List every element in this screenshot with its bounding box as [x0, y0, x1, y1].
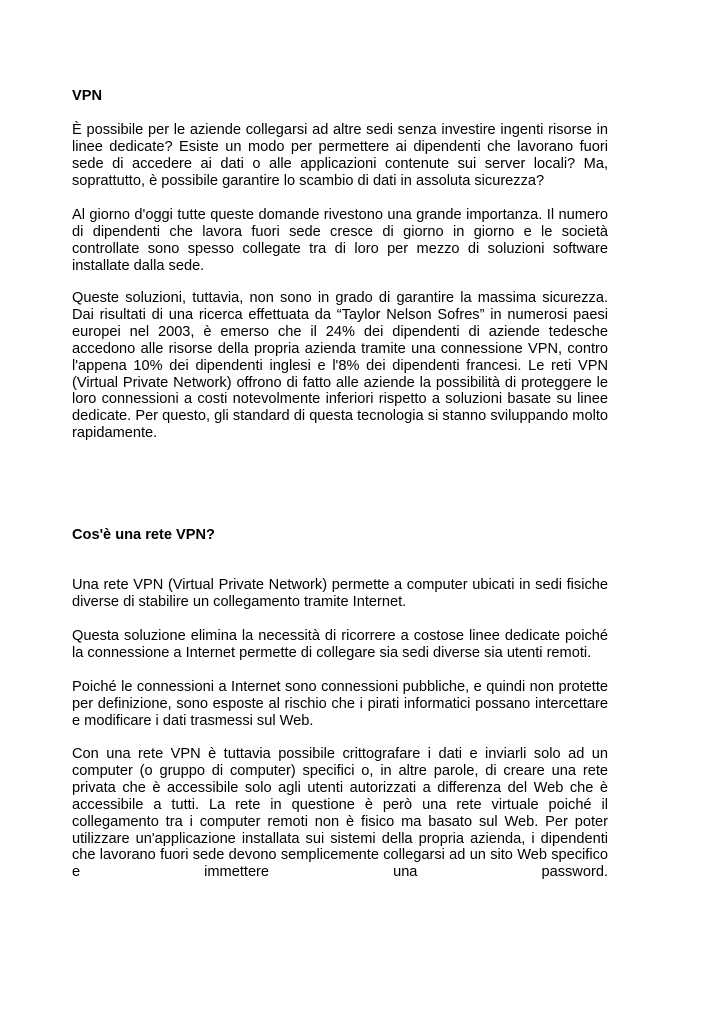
paragraph: Con una rete VPN è tuttavia possibile crittografare i dati e inviarli solo ad un computer (o gruppo di computer) specifici o, in altre parole, di creare una rete privata che è accessibile solo agli utenti autorizzati a differenza del Web che è accessibile a tutti. La rete in questione è però una rete virtuale poiché il collegamento tra i computer remoti non è fisico ma basato sul Web. Per poter utilizzare un'applicazione installata sui sistemi della propria azienda, i dipendenti che lavorano fuori sede devono semplicemente collegarsi ad un sito Web specifico e immettere una password.	[72, 746, 608, 881]
paragraph: È possibile per le aziende collegarsi ad altre sedi senza investire ingenti risorse in linee dedicate? Esiste un modo per permettere ai dipendenti che lavorano fuori sede di accedere ai dati o alle applicazioni contenute sui server locali? Ma, soprattutto, è possibile garantire lo scambio di dati in assoluta sicurezza?	[72, 122, 608, 189]
paragraph: Al giorno d'oggi tutte queste domande rivestono una grande importanza. Il numero di dipendenti che lavora fuori sede cresce di giorno in giorno e le società controllate sono spesso collegate tra di loro per mezzo di soluzioni software installate dalla sede.	[72, 207, 608, 274]
paragraph: Poiché le connessioni a Internet sono connessioni pubbliche, e quindi non protette per definizione, sono esposte al rischio che i pirati informatici possano intercettare e modificare i dati trasmessi sul Web.	[72, 679, 608, 729]
section-heading-vpn: VPN	[72, 88, 103, 104]
paragraph: Queste soluzioni, tuttavia, non sono in grado di garantire la massima sicurezza. Dai risultati di una ricerca effettuata da “Taylor Nelson Sofres” in numerosi paesi europei nel 2003, è emerso che il 24% dei dipendenti di aziende tedesche accedono alle risorse della propria azienda tramite una connessione VPN, contro l'appena 10% dei dipendenti inglesi e l'8% dei dipendenti francesi. Le reti VPN (Virtual Private Network) offrono di fatto alle aziende la possibilità di proteggere le loro connessioni a costi notevolmente inferiori rispetto a soluzioni basate su linee dedicate. Per questo, gli standard di questa tecnologia si stanno sviluppando molto rapidamente.	[72, 290, 608, 442]
paragraph: Una rete VPN (Virtual Private Network) permette a computer ubicati in sedi fisiche diverse di stabilire un collegamento tramite Internet.	[72, 577, 608, 610]
paragraph: Questa soluzione elimina la necessità di ricorrere a costose linee dedicate poiché la connessione a Internet permette di collegare sia sedi diverse sia utenti remoti.	[72, 628, 608, 661]
section-heading-cos-e-vpn: Cos'è una rete VPN?	[72, 527, 215, 543]
